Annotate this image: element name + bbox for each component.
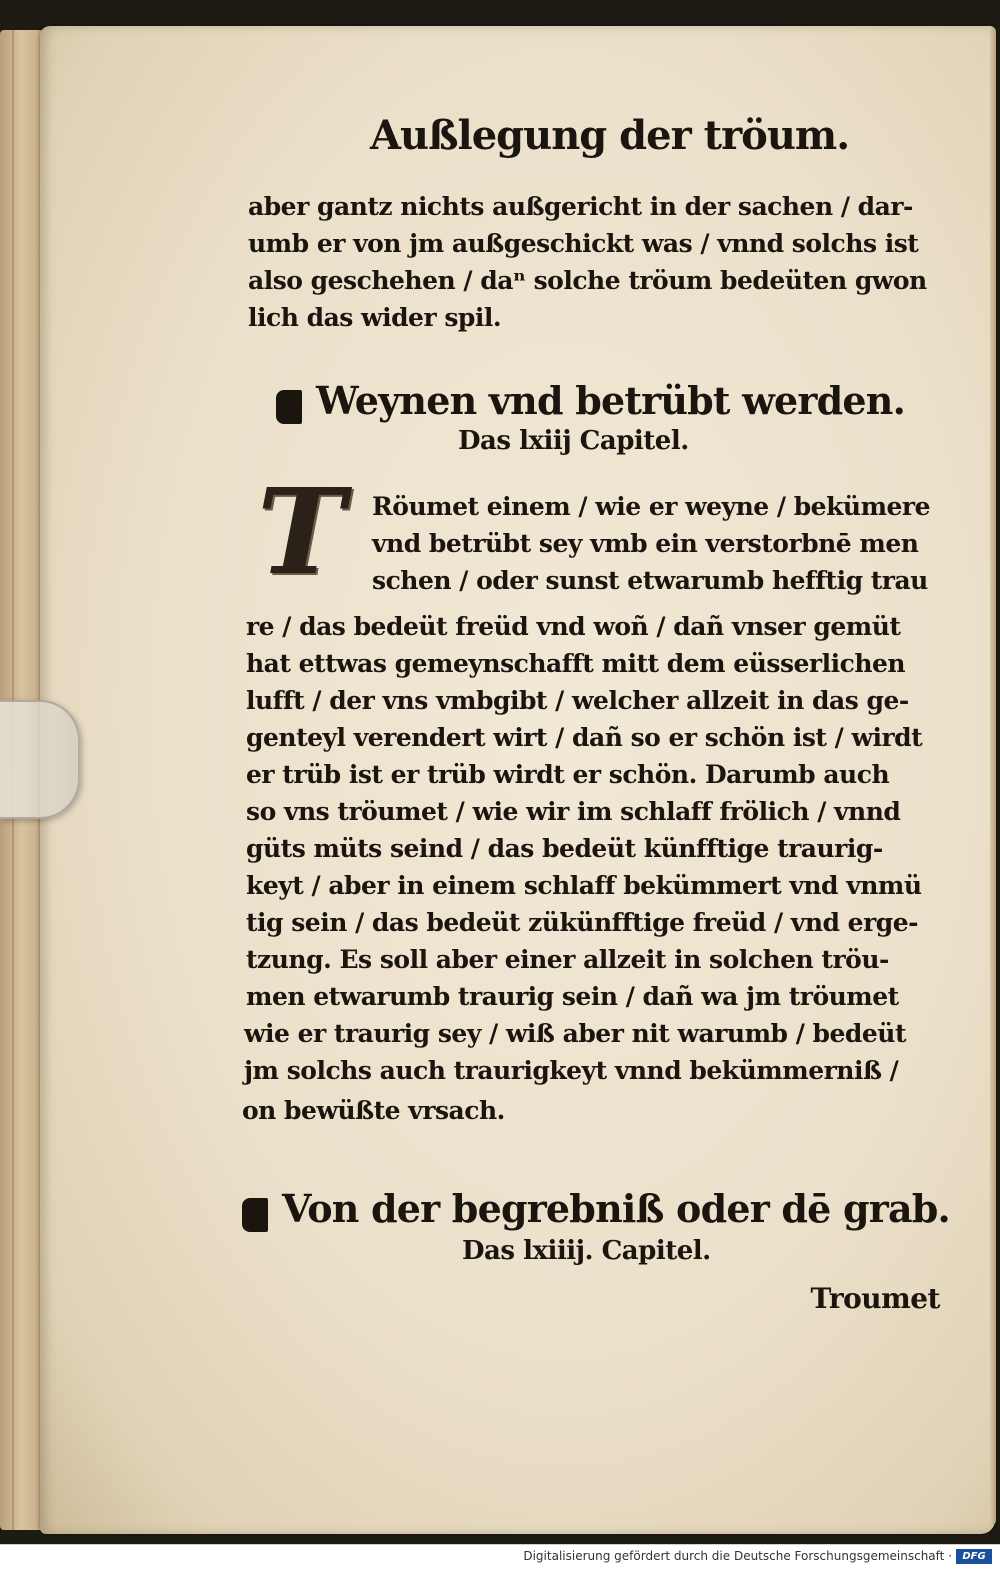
text-line: güts müts seind / das bedeüt künfftige traurig-: [246, 834, 883, 863]
text-line: keyt / aber in einem schlaff bekümmert vnd vnmü: [246, 871, 922, 900]
chapter-title: Das lxiij Capitel.: [458, 426, 689, 456]
text-line: jm solchs auch traurigkeyt vnnd bekümmerniß /: [244, 1056, 899, 1085]
pilcrow-mark: [276, 390, 302, 424]
text-line: lufft / der vns vmbgibt / welcher allzeit in das ge-: [246, 686, 909, 715]
text-line: er trüb ist er trüb wirdt er schön. Darumb auch: [246, 760, 890, 789]
pilcrow-mark: [242, 1198, 268, 1232]
text-line: schen / oder sunst etwarumb hefftig trau: [372, 566, 928, 595]
dfg-logo: DFG: [956, 1549, 992, 1564]
page-clip: [0, 700, 80, 819]
footer-credit: Digitalisierung gefördert durch die Deutsche Forschungsgemeinschaft ·: [523, 1549, 952, 1563]
text-line: aber gantz nichts außgericht in der sachen / dar-: [248, 192, 913, 221]
decorated-initial: T: [257, 462, 345, 601]
text-line: on bewüßte vrsach.: [242, 1096, 505, 1125]
text-line: tzung. Es soll aber einer allzeit in solchen tröu-: [246, 945, 889, 974]
section-heading: Weynen vnd betrübt werden.: [316, 378, 906, 423]
chapter-title: Das lxiiij. Capitel.: [462, 1236, 711, 1266]
catchword: Troumet: [810, 1282, 940, 1315]
text-line: wie er traurig sey / wiß aber nit warumb / bedeüt: [244, 1019, 907, 1048]
running-head: Außlegung der tröum.: [370, 112, 850, 159]
text-line: tig sein / das bedeüt zükünfftige freüd / vnd erge-: [246, 908, 919, 937]
section-heading: Von der begrebniß oder dē grab.: [282, 1186, 950, 1231]
page-fore-edge: [990, 26, 996, 1526]
text-line: also geschehen / daⁿ solche tröum bedeüten gwon: [248, 266, 927, 295]
text-line: hat ettwas gemeynschafft mitt dem eüsserlichen: [246, 649, 906, 678]
text-line: men etwarumb traurig sein / dañ wa jm tröumet: [246, 982, 899, 1011]
text-line: umb er von jm außgeschickt was / vnnd solchs ist: [248, 229, 919, 258]
text-line: re / das bedeüt freüd vnd woñ / dañ vnser gemüt: [246, 612, 901, 641]
text-line: lich das wider spil.: [248, 303, 502, 332]
text-line: genteyl verendert wirt / dañ so er schön ist / wirdt: [246, 723, 923, 752]
digitization-footer: [0, 1544, 1000, 1569]
text-line: Röumet einem / wie er weyne / bekümere: [372, 492, 931, 521]
text-line: so vns tröumet / wie wir im schlaff frölich / vnnd: [246, 797, 901, 826]
text-line: vnd betrübt sey vmb ein verstorbnē men: [372, 529, 919, 558]
